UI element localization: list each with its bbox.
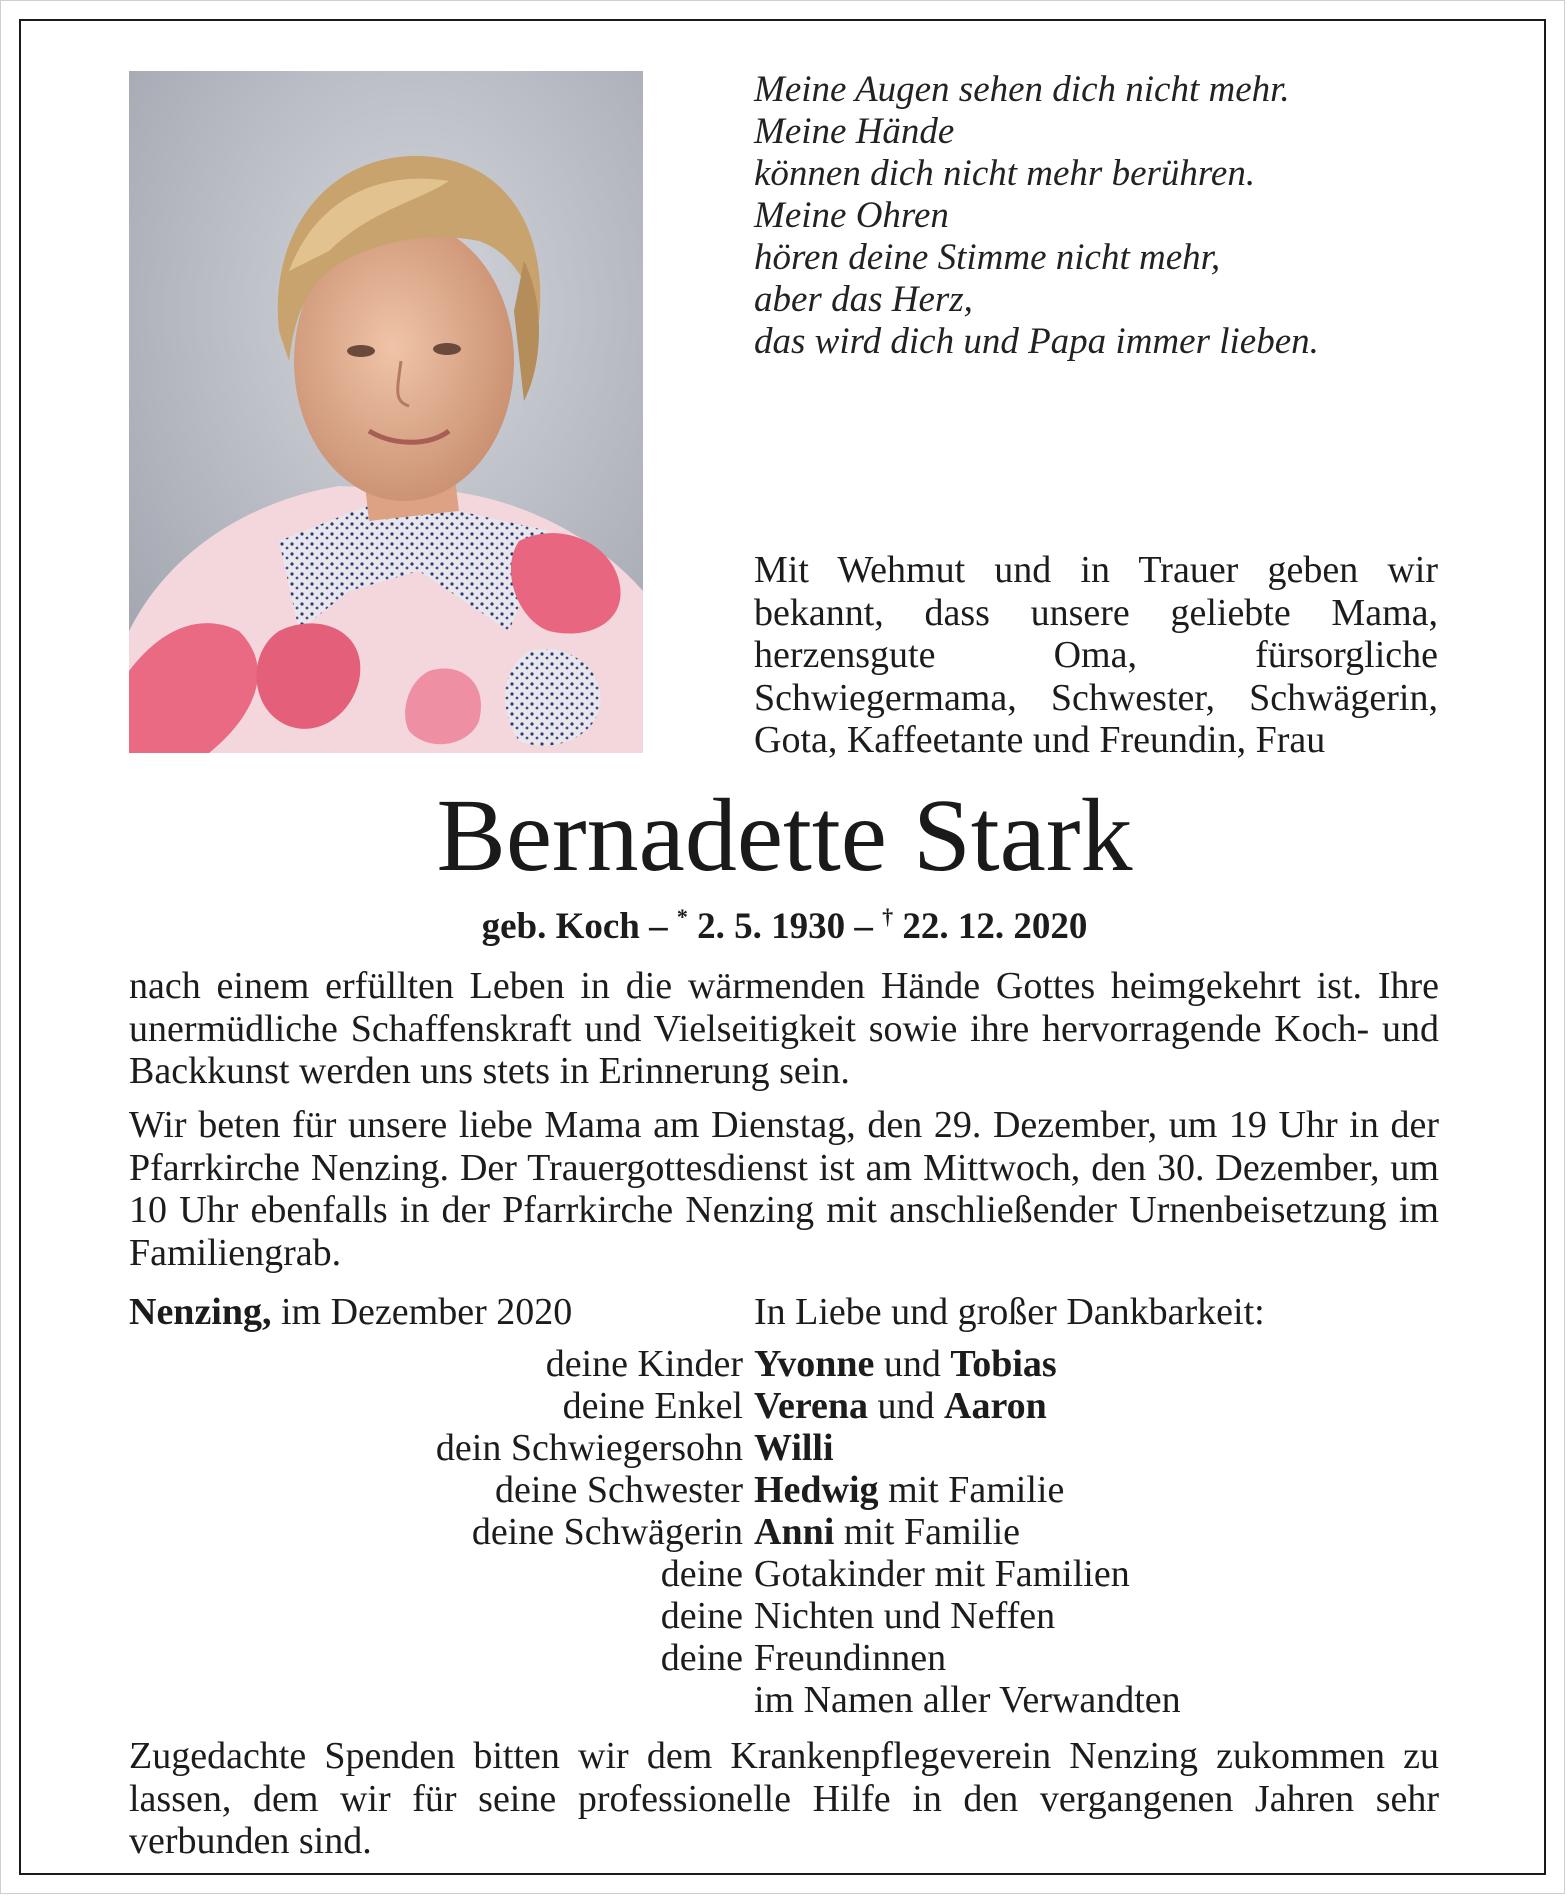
paragraph-service: Wir beten für unsere liebe Mama am Dienstag, den 29. Dezember, um 19 Uhr in der Pfarrkirche Nenzing. Der Trauergottesdienst ist am Mittwoch, den 30. Dezember, um 10 Uhr ebenfalls in der Pfarrkirche Nenzing mit anschließender Urnenbeisetzung im Familiengrab.: [129, 1104, 1439, 1274]
family-suffix: im Namen aller Verwandten: [754, 1679, 1181, 1721]
family-row: [129, 1343, 1439, 1385]
maiden-name: geb. Koch: [481, 906, 640, 947]
family-name: Yvonne: [754, 1343, 875, 1385]
family-names: [754, 1385, 1047, 1427]
family-names: [754, 1595, 1055, 1637]
family-row: [129, 1679, 1439, 1721]
intro-paragraph: Mit Wehmut und in Trauer geben wir bekannt, dass unsere geliebte Mama, herzensgute Oma, fürsorgliche Schwiegermama, Schwester, Schwägerin, Gota, Kaffeetante und Freundin, Frau: [754, 549, 1438, 761]
family-name: Anni: [754, 1511, 835, 1553]
family-relation: deine Schwester: [495, 1469, 743, 1511]
poem-line: können dich nicht mehr berühren.: [754, 153, 1256, 194]
family-row: [129, 1385, 1439, 1427]
poem-line: Meine Ohren: [754, 195, 949, 236]
family-names: [754, 1427, 834, 1469]
paragraph-life: nach einem erfüllten Leben in die wärmenden Hände Gottes heimgekehrt ist. Ihre unermüdliche Schaffenskraft und Vielseitigkeit sowie ihre hervorragende Koch- und Backkunst werden uns stets in Erinnerung sein.: [129, 965, 1439, 1092]
family-list: [129, 1343, 1439, 1721]
family-joiner: und: [874, 1343, 951, 1385]
poem-line: aber das Herz,: [754, 279, 973, 320]
poem-line: Meine Hände: [754, 111, 955, 152]
poem-line: hören deine Stimme nicht mehr,: [754, 237, 1221, 278]
family-row: [129, 1595, 1439, 1637]
family-names: [754, 1343, 1057, 1385]
family-names: [754, 1469, 1064, 1511]
death-cross-icon: †: [882, 904, 894, 929]
poem: [754, 69, 1454, 363]
place-date: [129, 1291, 572, 1333]
family-suffix: Nichten und Neffen: [754, 1595, 1056, 1637]
family-joiner: und: [868, 1385, 944, 1427]
family-names: [754, 1637, 946, 1679]
family-suffix: Freundinnen: [754, 1637, 947, 1679]
family-name: Verena: [754, 1385, 868, 1427]
family-row: [129, 1469, 1439, 1511]
family-relation: deine: [660, 1595, 743, 1637]
family-names: [754, 1511, 1020, 1553]
family-relation: [129, 1679, 743, 1721]
family-name: Willi: [754, 1427, 834, 1469]
family-relation: deine Kinder: [545, 1343, 743, 1385]
family-suffix: mit Familie: [878, 1469, 1065, 1511]
portrait-photo: [129, 71, 643, 753]
family-relation: deine: [660, 1553, 743, 1595]
family-suffix: Gotakinder mit Familien: [754, 1553, 1130, 1595]
family-suffix: mit Familie: [834, 1511, 1021, 1553]
poem-line: Meine Augen sehen dich nicht mehr.: [754, 69, 1290, 110]
place-town: Nenzing,: [129, 1291, 272, 1333]
family-relation: dein Schwiegersohn: [435, 1427, 743, 1469]
poem-line: das wird dich und Papa immer lieben.: [754, 321, 1319, 362]
deceased-name: Bernadette Stark: [436, 778, 1133, 893]
life-dates: [1, 905, 1567, 949]
place-month: im Dezember 2020: [271, 1291, 573, 1333]
donation-paragraph: Zugedachte Spenden bitten wir dem Krankenpflegeverein Nenzing zukommen zu lassen, dem wir für seine professionelle Hilfe in den vergangenen Jahren sehr verbunden sind.: [129, 1735, 1439, 1862]
date-separator: –: [639, 906, 677, 947]
family-row: [129, 1637, 1439, 1679]
birth-star-icon: *: [676, 904, 688, 929]
family-row: [129, 1511, 1439, 1553]
family-names: [754, 1679, 1181, 1721]
death-date: 22. 12. 2020: [893, 906, 1088, 947]
family-name: Hedwig: [754, 1469, 879, 1511]
family-names: [754, 1553, 1130, 1595]
family-relation: deine Enkel: [562, 1385, 743, 1427]
family-relation: deine: [660, 1637, 743, 1679]
family-name: Tobias: [950, 1343, 1057, 1385]
thanks-line: In Liebe und großer Dankbarkeit:: [754, 1291, 1265, 1333]
family-row: [129, 1427, 1439, 1469]
family-row: [129, 1553, 1439, 1595]
family-relation: deine Schwägerin: [471, 1511, 743, 1553]
family-name: Aaron: [944, 1385, 1047, 1427]
birth-date: 2. 5. 1930: [687, 906, 846, 947]
date-separator: –: [845, 906, 883, 947]
